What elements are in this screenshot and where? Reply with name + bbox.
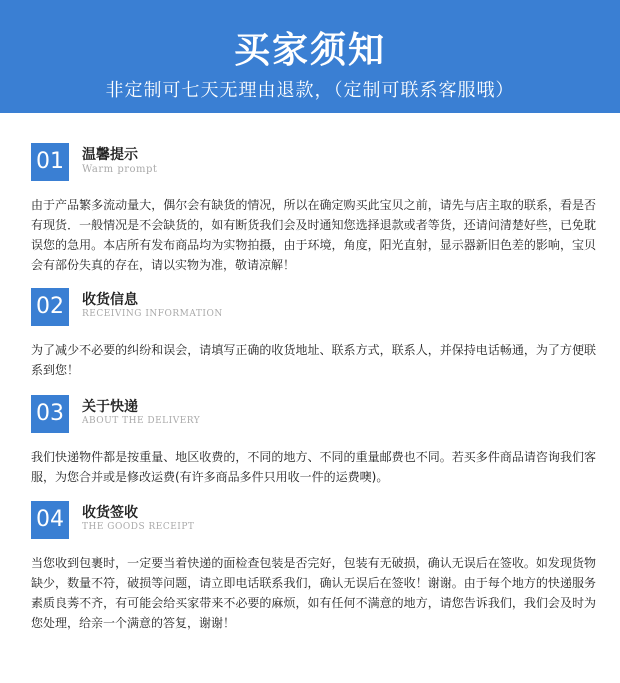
section-number: 03 (31, 395, 69, 433)
section-number: 02 (31, 288, 69, 326)
section-title: 收货签收 (82, 505, 138, 521)
section-number: 01 (31, 143, 69, 181)
section-subtitle: ABOUT THE DELIVERY (82, 416, 201, 426)
page-title: 买家须知 (233, 30, 386, 71)
section-body: 我们快递物件都是按重量、地区收费的，不同的地方、不同的重量邮费也不同。若买多件商品请咨询我们客服，为您合并或是修改运费(有许多商品多件只用收一件的运费噢)。 (31, 450, 596, 484)
section-body: 为了减少不必要的纠纷和误会，请填写正确的收货地址、联系方式，联系人，并保持电话畅通，为了方便联系到您！ (31, 343, 596, 377)
page-subtitle: 非定制可七天无理由退款，（定制可联系客服哦） (105, 80, 515, 101)
section-number: 04 (31, 501, 69, 539)
header-banner (0, 0, 620, 113)
section-title: 收货信息 (82, 292, 138, 308)
section-body: 由于产品繁多流动量大，偶尔会有缺货的情况，所以在确定购买此宝贝之前，请先与店主取的联系，看是否有现货．一般情况是不会缺货的，如有断货我们会及时通知您选择退款或者等货，还请问清楚好些，已免耽误您的急用。本店所有发布商品均为实物拍摄，由于环境，角度，阳光直射，显示器新旧色差的影响，宝贝会有部份失真的存在，请以实物为准，敬请凉解！ (31, 198, 596, 272)
section-subtitle: RECEIVING INFORMATION (82, 309, 223, 319)
section-subtitle: THE GOODS RECEIPT (82, 522, 195, 532)
section-subtitle: Warm prompt (82, 164, 158, 175)
section-body: 当您收到包裹时，一定要当着快递的面检查包装是否完好，包装有无破损，确认无误后在签收。如发现货物缺少，数量不符，破损等问题，请立即电话联系我们，确认无误后在签收！谢谢。由于每个地方的快递服务素质良莠不齐，有可能会给买家带来不必要的麻烦，如有任何不满意的地方，请您告诉我们，我们会及时为您处理，给亲一个满意的答复，谢谢！ (31, 556, 596, 630)
section-title: 温馨提示 (82, 147, 138, 163)
section-title: 关于快递 (82, 399, 138, 415)
